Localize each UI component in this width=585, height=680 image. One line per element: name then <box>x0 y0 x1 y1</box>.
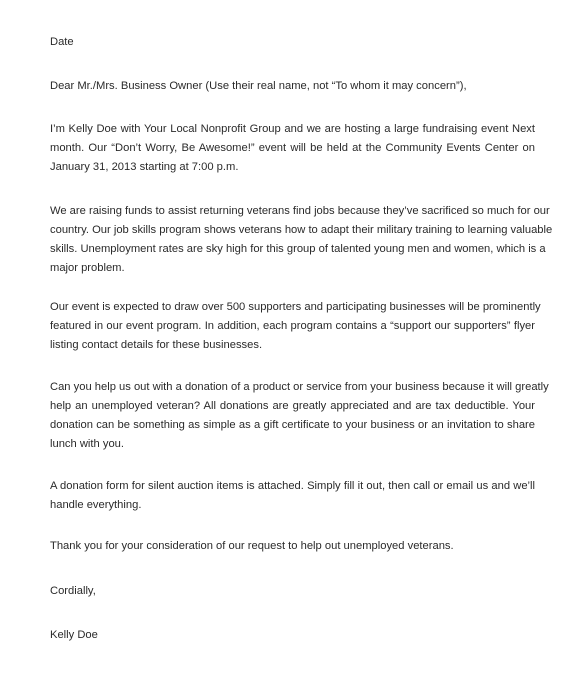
paragraph-line: country. Our job skills program shows veterans how to adapt their military training to learning valuable <box>50 224 553 236</box>
closing <box>50 582 535 601</box>
paragraph-request <box>50 378 549 454</box>
paragraph-line: January 31, 2013 starting at 7:00 p.m. <box>50 161 239 173</box>
paragraph-line: A donation form for silent auction items is attached. Simply fill it out, then call or email us and we’ll <box>50 480 535 492</box>
signature <box>50 626 535 645</box>
paragraph-line: donation can be something as simple as a gift certificate to your business or an invitation to share <box>50 419 535 431</box>
paragraph-cause <box>50 202 553 278</box>
paragraph-event-details <box>50 298 541 355</box>
paragraph-line: major problem. <box>50 262 125 274</box>
paragraph-thanks <box>50 537 535 556</box>
salutation <box>50 77 535 96</box>
paragraph-line: Thank you for your consideration of our request to help out unemployed veterans. <box>50 540 454 552</box>
paragraph-line: lunch with you. <box>50 438 125 450</box>
paragraph-line: Can you help us out with a donation of a product or service from your business because it will greatly <box>50 381 549 393</box>
paragraph-line: handle everything. <box>50 499 142 511</box>
paragraph-line: help an unemployed veteran? All donations are greatly appreciated and are tax deductible. Your <box>50 400 535 412</box>
paragraph-line: month. Our “Don’t Worry, Be Awesome!” event will be held at the Community Events Center on <box>50 142 535 154</box>
salutation-text: Dear Mr./Mrs. Business Owner (Use their real name, not “To whom it may concern”), <box>50 80 467 92</box>
date-text: Date <box>50 36 74 48</box>
paragraph-line: We are raising funds to assist returning veterans find jobs because they’ve sacrificed so much for our <box>50 205 550 217</box>
paragraph-donation-form <box>50 477 535 515</box>
paragraph-line: I’m Kelly Doe with Your Local Nonprofit Group and we are hosting a large fundraising event Next <box>50 123 535 135</box>
date-line <box>50 33 535 52</box>
paragraph-introduction <box>50 120 535 177</box>
closing-text: Cordially, <box>50 585 96 597</box>
paragraph-line: featured in our event program. In addition, each program contains a “support our supporters” flyer <box>50 320 535 332</box>
paragraph-line: skills. Unemployment rates are sky high for this group of talented young men and women, which is a <box>50 243 546 255</box>
signature-text: Kelly Doe <box>50 629 98 641</box>
paragraph-line: listing contact details for these businesses. <box>50 339 263 351</box>
paragraph-line: Our event is expected to draw over 500 supporters and participating businesses will be prominently <box>50 301 541 313</box>
